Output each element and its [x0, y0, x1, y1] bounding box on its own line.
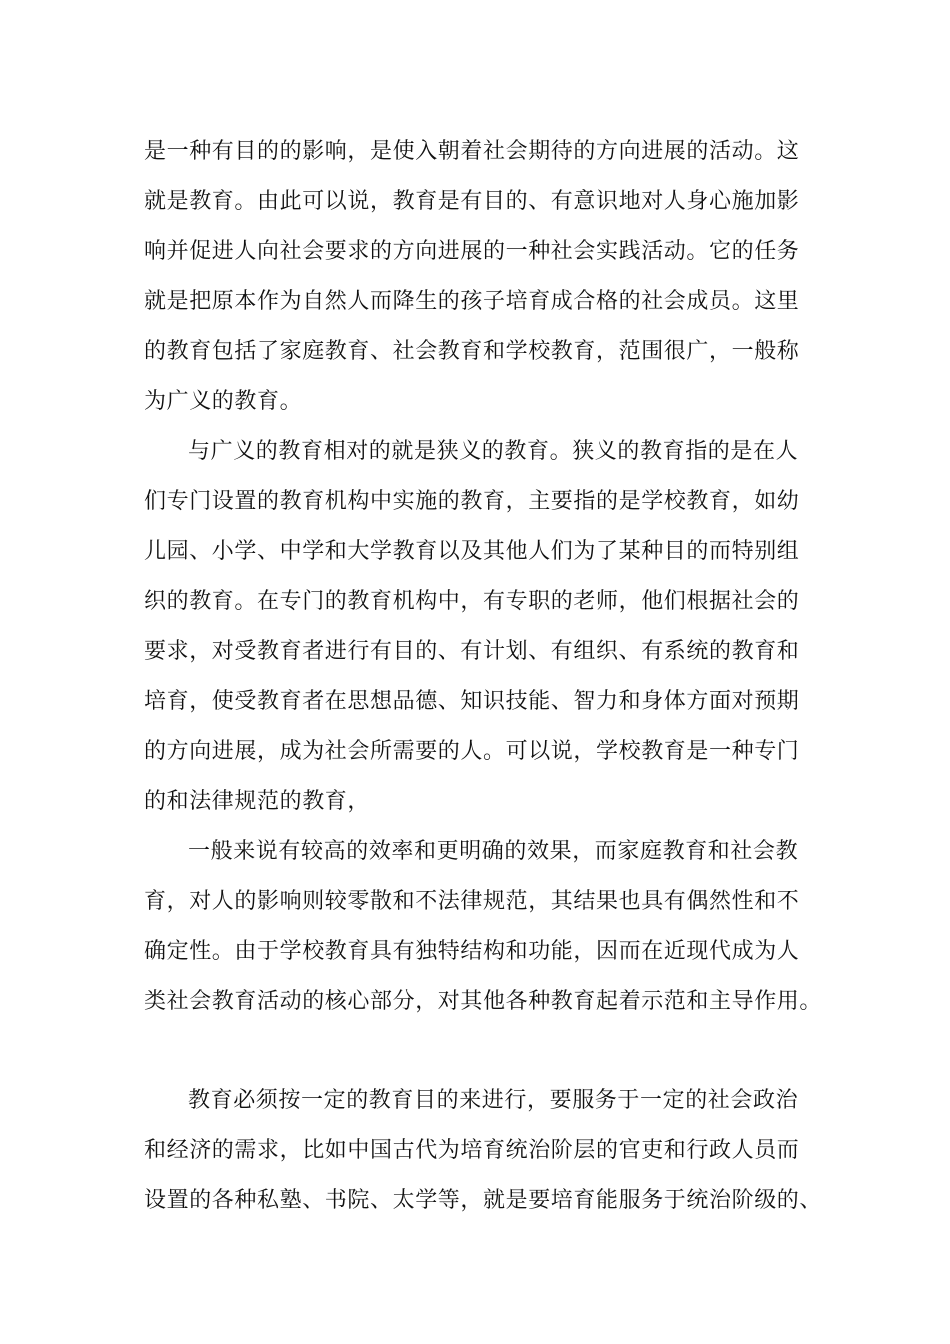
text-line: 设置的各种私塾、书院、太学等，就是要培育能服务于统治阶级的、: [144, 1188, 823, 1213]
text-line: 响并促进人向社会要求的方向进展的一种社会实践活动。它的任务: [144, 239, 800, 264]
text-line: 一般来说有较高的效率和更明确的效果，而家庭教育和社会教: [188, 839, 799, 864]
text-line: 要求，对受教育者进行有目的、有计划、有组织、有系统的教育和: [144, 639, 800, 664]
text-line: 就是教育。由此可以说，教育是有目的、有意识地对人身心施加影: [144, 189, 800, 214]
text-section-2: [144, 1076, 823, 1226]
text-line: 为广义的教育。: [144, 389, 303, 414]
paragraph: [144, 127, 820, 427]
text-line: 培育，使受教育者在思想品德、知识技能、智力和身体方面对预期: [144, 689, 800, 714]
text-section-1: [144, 127, 823, 1027]
text-line: 类社会教育活动的核心部分，对其他各种教育起着示范和主导作用。: [144, 989, 823, 1014]
text-line: 织的教育。在专门的教育机构中，有专职的老师，他们根据社会的: [144, 589, 800, 614]
text-line: 就是把原本作为自然人而降生的孩子培育成合格的社会成员。这里: [144, 289, 800, 314]
text-line: 教育必须按一定的教育目的来进行，要服务于一定的社会政治: [188, 1088, 799, 1113]
text-line: 和经济的需求，比如中国古代为培育统治阶层的官吏和行政人员而: [144, 1138, 800, 1163]
text-line: 的和法律规范的教育，: [144, 789, 371, 814]
paragraph: [144, 1076, 823, 1226]
text-line: 的教育包括了家庭教育、社会教育和学校教育，范围很广，一般称: [144, 339, 800, 364]
text-line: 儿园、小学、中学和大学教育以及其他人们为了某种目的而特别组: [144, 539, 800, 564]
text-line: 的方向进展，成为社会所需要的人。可以说，学校教育是一种专门: [144, 739, 800, 764]
text-line: 们专门设置的教育机构中实施的教育，主要指的是学校教育，如幼: [144, 489, 800, 514]
text-line: 是一种有目的的影响，是使入朝着社会期待的方向进展的活动。这: [144, 139, 800, 164]
text-line: 确定性。由于学校教育具有独特结构和功能，因而在近现代成为人: [144, 939, 800, 964]
text-line: 育，对人的影响则较零散和不法律规范，其结果也具有偶然性和不: [144, 889, 800, 914]
paragraph: [144, 827, 823, 1027]
text-line: 与广义的教育相对的就是狭义的教育。狭义的教育指的是在人: [188, 439, 799, 464]
paragraph: [144, 427, 820, 827]
